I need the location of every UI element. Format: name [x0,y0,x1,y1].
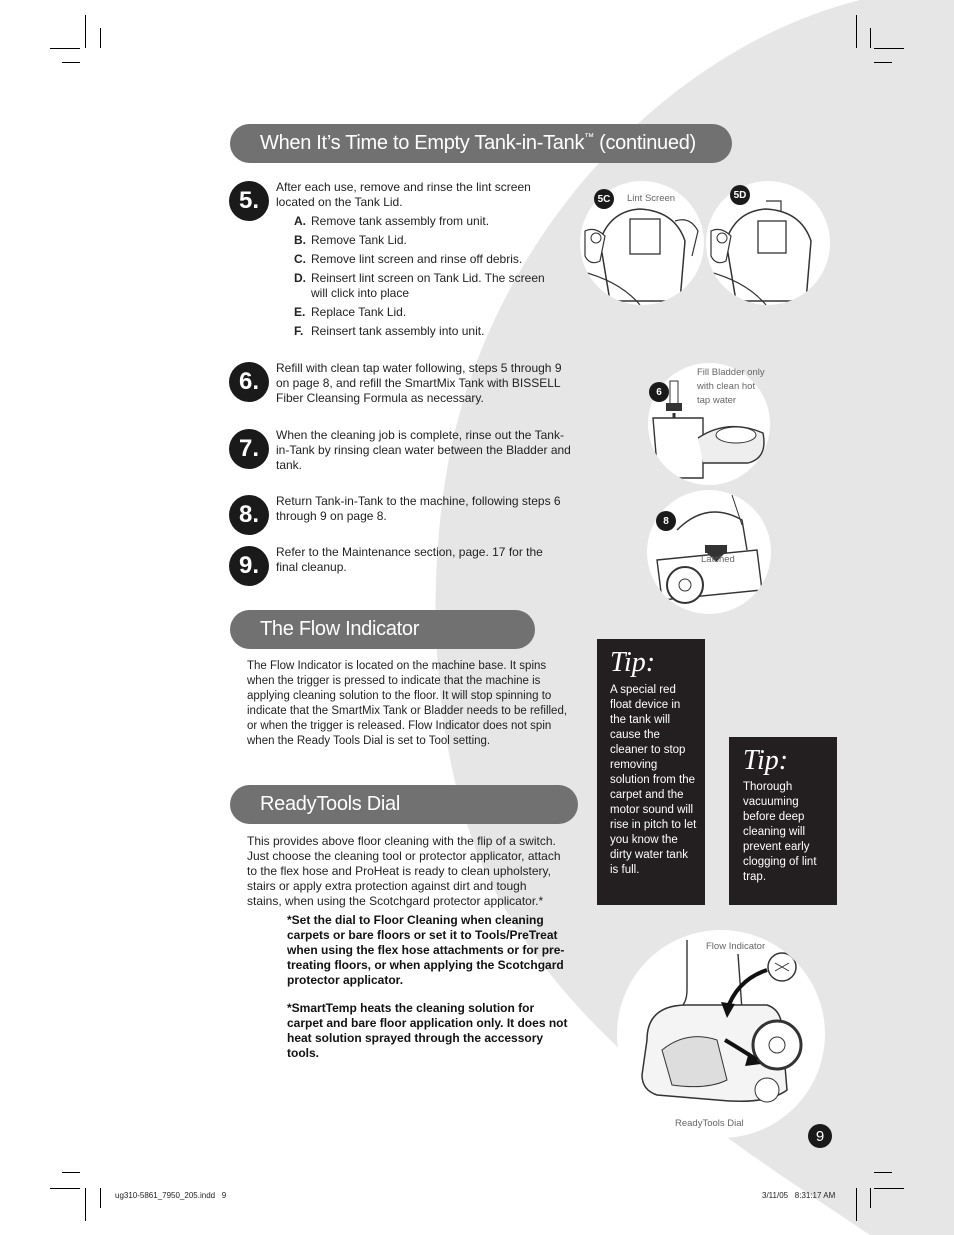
substep-letter: A. [294,214,306,228]
crop-mark [870,28,871,48]
step-5-text: After each use, remove and rinse the lint screen located on the Tank Lid. [276,180,531,209]
tip-text: A special red float device in the tank will cause the cleaner to stop removing solution from the carpet and the motor sound will rise in pitch to let you know the dirty water tank is full. [610,684,697,876]
readytools-text: This provides above floor cleaning with the flip of a switch. Just choose the cleaning tool or protector applicator, attach to the flex hose and ProHeat is ready to clean upholstery, stairs or apply extra protection against dirt and tough stains, when using the Scotchgard protector applicator.* [247,834,561,908]
substep-letter: C. [294,252,306,266]
badge-5d: 5D [730,185,750,205]
illustration-5d [706,181,830,305]
substep-text: Reinsert lint screen on Tank Lid. The screen will click into place [311,271,545,300]
substep-d [294,271,564,301]
badge-8: 8 [656,511,676,531]
footer-date: 3/11/05 8:31:17 AM [762,1191,836,1200]
substep-letter: B. [294,233,306,247]
tip-box-float [597,639,705,905]
caption-lint-screen: Lint Screen [627,193,676,204]
step-number-8: 8. [229,495,269,535]
crop-mark [856,15,857,48]
crop-mark [870,1188,871,1208]
machine-base-drawing [617,930,825,1138]
substep-text: Remove Tank Lid. [311,233,407,247]
substep-b [294,233,564,248]
crop-mark [62,62,80,63]
section-header-empty-tank [230,124,732,163]
crop-mark [874,1172,892,1173]
substep-c [294,252,564,267]
substep-letter: E. [294,305,306,319]
trademark: ™ [584,132,594,143]
section-header-flow-indicator [230,610,535,649]
substep-text: Remove tank assembly from unit. [311,214,490,228]
substep-text: Replace Tank Lid. [311,305,407,319]
tip-box-vacuuming [729,737,837,905]
step-number-7: 7. [229,429,269,469]
crop-mark [85,1188,86,1221]
crop-mark [874,48,904,49]
page-number: 9 [808,1124,832,1148]
substep-e [294,305,564,320]
caption-readytools-dial: ReadyTools Dial [675,1118,744,1129]
footer-file-name: ug310-5861_7950_205.indd 9 [115,1191,227,1200]
step-6-text: Refill with clean tap water following, steps 5 through 9 on page 8, and refill the SmartMix Tank with BISSELL Fiber Cleansing Formula as necessary. [276,361,562,405]
crop-mark [85,15,86,48]
substep-f [294,324,564,339]
step-8-text: Return Tank-in-Tank to the machine, following steps 6 through 9 on page 8. [276,494,561,523]
substep-text: Reinsert tank assembly into unit. [311,324,485,338]
machine-latch-drawing [647,490,771,614]
step-number-5: 5. [229,181,269,221]
caption-fill-bladder: Fill Bladder only with clean hot tap water [697,367,765,406]
crop-mark [100,28,101,48]
crop-mark [874,1188,904,1189]
section-header-readytools [230,785,578,824]
crop-mark [50,1188,80,1189]
tip-title: Tip: [610,647,656,678]
tip-title: Tip: [743,745,789,776]
illustration-flow-indicator [617,930,825,1138]
crop-mark [62,1172,80,1173]
step-9-text: Refer to the Maintenance section, page. 17 for the final cleanup. [276,545,543,574]
crop-mark [856,1188,857,1221]
caption-latched: Latched [701,554,735,565]
step-5-substeps [294,214,564,343]
step-number-6: 6. [229,362,269,402]
hands-lid-drawing [706,181,830,305]
badge-5c: 5C [594,189,614,209]
header-suffix: (continued) [593,132,696,154]
crop-mark [100,1188,101,1208]
badge-6: 6 [649,382,669,402]
step-number-9: 9. [229,546,269,586]
flow-indicator-text: The Flow Indicator is located on the machine base. It spins when the trigger is pressed to indicate that the machine is applying cleaning solution to the floor. It will stop spinning to indicate that the SmartMix Tank or Bladder needs to be refilled, or when the trigger is released. Flow Indicator does not spin when the Ready Tools Dial is set to Tool setting. [247,660,568,747]
substep-text: Remove lint screen and rinse off debris. [311,252,523,266]
readytools-title: ReadyTools Dial [260,793,401,815]
tip-text: Thorough vacuuming before deep cleaning will prevent early clogging of lint trap. [743,781,817,883]
crop-mark [874,62,892,63]
substep-letter: D. [294,271,306,285]
substep-letter: F. [294,324,304,338]
header-title: When It’s Time to Empty Tank-in-Tank [260,132,585,154]
readytools-note-dial: *Set the dial to Floor Cleaning when cleaning carpets or bare floors or set it to Tools/PreTreat when using the flex hose attachments or for pre-treating floors, or when applying the Scotchgard protector applicator. [287,913,565,987]
flow-indicator-title: The Flow Indicator [260,618,420,640]
readytools-note-smarttemp: *SmartTemp heats the cleaning solution for carpet and bare floor application only. It does not heat solution sprayed through the accessory tools. [287,1001,568,1060]
substep-a [294,214,564,229]
illustration-8-latched [647,490,771,614]
crop-mark [50,48,80,49]
step-7-text: When the cleaning job is complete, rinse out the Tank-in-Tank by rinsing clean water between the Bladder and tank. [276,428,571,472]
caption-flow-indicator: Flow Indicator [706,941,766,952]
